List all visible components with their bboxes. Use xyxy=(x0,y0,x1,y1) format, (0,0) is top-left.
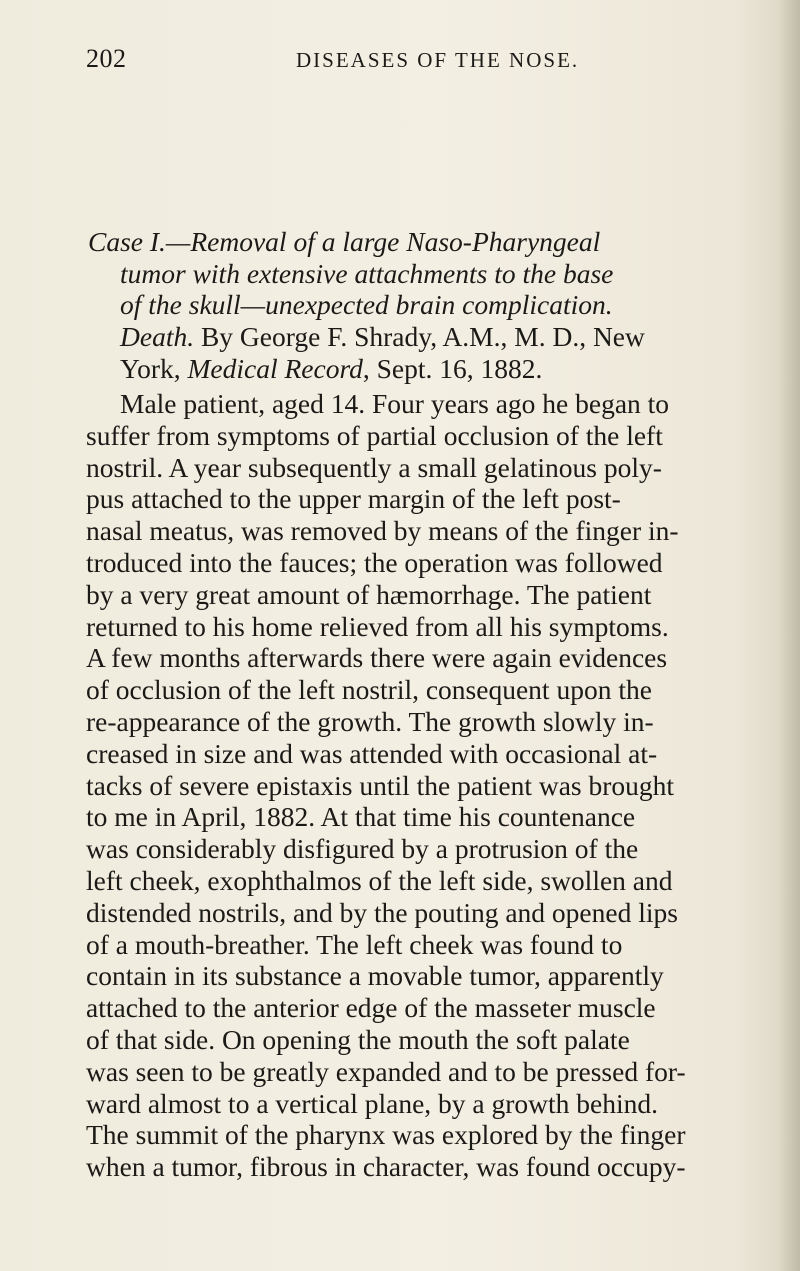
body-line: creased in size and was attended with occasional at- xyxy=(86,737,658,769)
body-line: attached to the anterior edge of the masseter muscle xyxy=(86,992,656,1024)
case-heading-run: Case I.—Removal of a large Naso-Pharyngeal xyxy=(88,226,601,257)
body-line: tacks of severe epistaxis until the patient was brought xyxy=(86,769,675,801)
body-line: pus attached to the upper margin of the left post- xyxy=(86,483,621,515)
body-line: when a tumor, fibrous in character, was found occupy- xyxy=(86,1151,686,1183)
body-line: was considerably disfigured by a protrusion of the xyxy=(86,833,639,865)
case-heading-line xyxy=(88,226,768,258)
body-line: contain in its substance a movable tumor, apparently xyxy=(86,960,664,992)
page-number: 202 xyxy=(86,44,127,73)
case-heading-run: Death. xyxy=(120,321,195,353)
body-line: to me in April, 1882. At that time his countenance xyxy=(86,801,636,833)
body-line: distended nostrils, and by the pouting and opened lips xyxy=(86,896,678,928)
page-edge-shadow xyxy=(778,0,800,1271)
body-line: of occlusion of the left nostril, consequent upon the xyxy=(86,674,652,706)
case-heading-run: tumor with extensive attachments to the base xyxy=(120,257,614,289)
case-heading-run: York, xyxy=(120,352,188,384)
body-line: nostril. A year subsequently a small gelatinous poly- xyxy=(86,451,662,483)
body-line: Male patient, aged 14. Four years ago he began to xyxy=(120,388,670,419)
case-heading xyxy=(88,226,768,385)
case-heading-run: Medical Record xyxy=(187,352,363,384)
body-line: suffer from symptoms of partial occlusion of the left xyxy=(86,419,663,451)
body-line: The summit of the pharynx was explored by the finger xyxy=(86,1119,686,1151)
case-heading-line xyxy=(88,353,768,385)
running-title: DISEASES OF THE NOSE. xyxy=(296,48,580,72)
case-heading-run: of the skull—unexpected brain complication. xyxy=(120,289,613,321)
body-line: nasal meatus, was removed by means of the finger in- xyxy=(86,515,679,547)
case-heading-line xyxy=(88,289,768,321)
body-line: by a very great amount of hæmorrhage. The patient xyxy=(86,578,652,610)
body-line: re-appearance of the growth. The growth slowly in- xyxy=(86,705,654,737)
body-paragraph xyxy=(86,388,776,1183)
body-line: returned to his home relieved from all his symptoms. xyxy=(86,610,669,642)
body-line: left cheek, exophthalmos of the left side, swollen and xyxy=(86,864,673,896)
case-heading-run: , Sept. 16, 1882. xyxy=(362,352,543,384)
body-line: was seen to be greatly expanded and to be pressed for- xyxy=(86,1055,686,1087)
running-head xyxy=(86,44,746,84)
body-line: ward almost to a vertical plane, by a growth behind. xyxy=(86,1087,658,1119)
body-line: of that side. On opening the mouth the soft palate xyxy=(86,1023,630,1055)
body-line: A few months afterwards there were again evidences xyxy=(86,642,668,674)
case-heading-line xyxy=(88,321,768,353)
body-line: of a mouth-breather. The left cheek was found to xyxy=(86,928,623,960)
body-line: troduced into the fauces; the operation was followed xyxy=(86,546,663,578)
case-heading-run: By George F. Shrady, A.M., M. D., New xyxy=(194,321,645,353)
case-heading-line xyxy=(88,258,768,290)
